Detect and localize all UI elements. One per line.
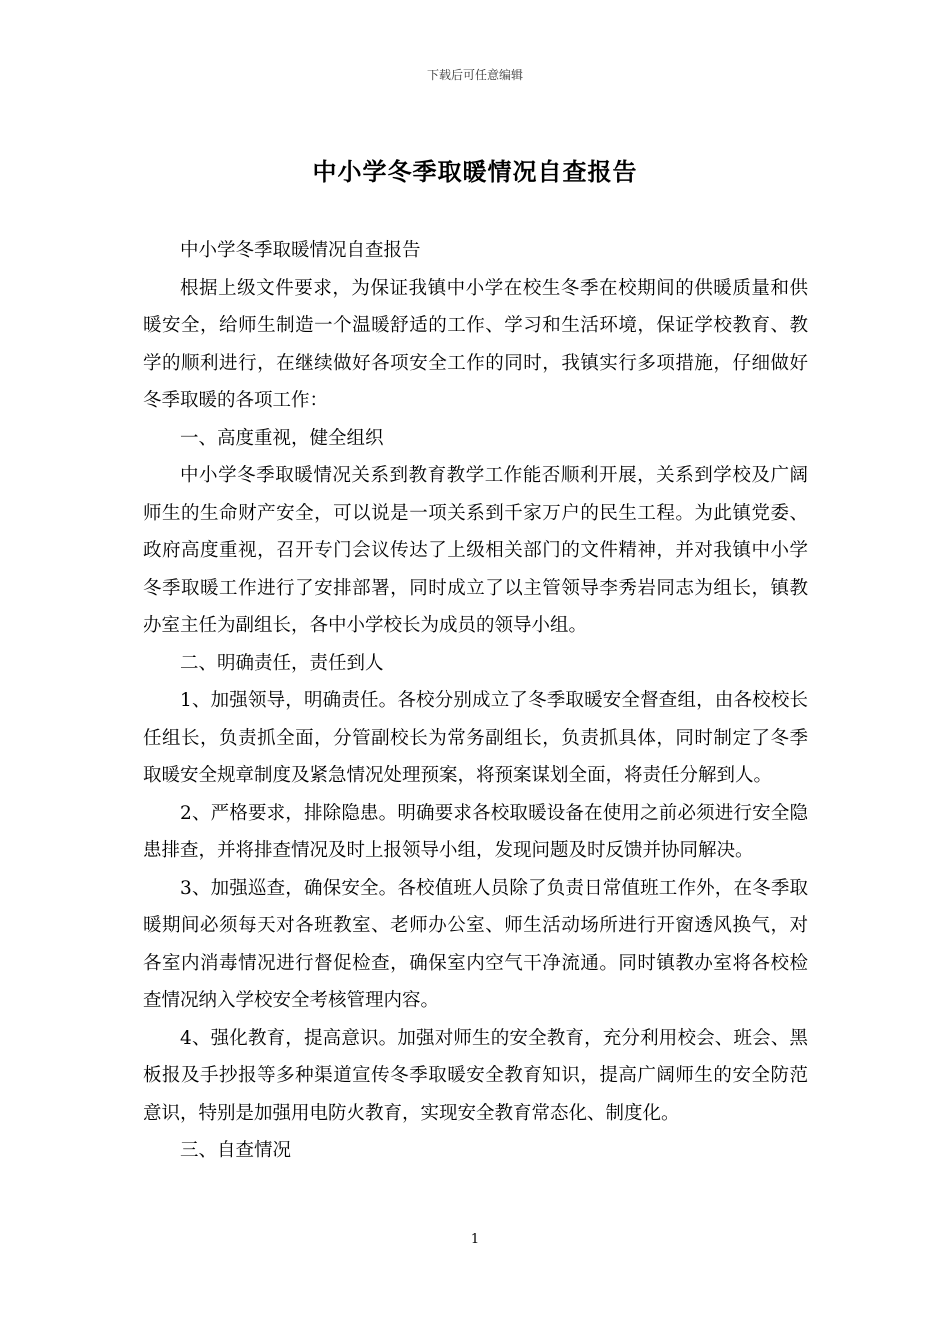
header-note: 下载后可任意编辑 bbox=[426, 68, 523, 82]
section-heading-1: 一、高度重视，健全组织 bbox=[180, 427, 384, 449]
paragraph-section-1: 中小学冬季取暖情况关系到教育教学工作能否顺利开展，关系到学校及广阔师生的生命财产安全，可以说是一项关系到千家万户的民生工程。为此镇党委、政府高度重视，召开专门会议传达了上级相关部门的文件精神，并对我镇中小学冬季取暖工作进行了安排部署，同时成立了以主管领导李秀岩同志为组长，镇教办室主任为副组长，各中小学校长为成员的领导小组。 bbox=[143, 465, 808, 636]
section-heading-3: 三、自查情况 bbox=[180, 1140, 292, 1161]
document-body bbox=[143, 232, 808, 1170]
section-heading-2: 二、明确责任，责任到人 bbox=[180, 652, 384, 674]
paragraph-item-2: 2、严格要求，排除隐患。明确要求各校取暖设备在使用之前必须进行安全隐患排查，并将排查情况及时上报领导小组，发现问题及时反馈并协同解决。 bbox=[143, 802, 808, 861]
document-title: 中小学冬季取暖情况自查报告 bbox=[312, 157, 638, 186]
page-number: 1 bbox=[470, 1232, 480, 1247]
paragraph-subtitle: 中小学冬季取暖情况自查报告 bbox=[180, 240, 421, 261]
paragraph-item-3: 3、加强巡查，确保安全。各校值班人员除了负责日常值班工作外，在冬季取暖期间必须每天对各班教室、老师办公室、师生活动场所进行开窗透风换气，对各室内消毒情况进行督促检查，确保室内空气干净流通。同时镇教办室将各校检查情况纳入学校安全考核管理内容。 bbox=[143, 877, 808, 1011]
paragraph-item-4: 4、强化教育，提高意识。加强对师生的安全教育，充分利用校会、班会、黑板报及手抄报等多种渠道宣传冬季取暖安全教育知识，提高广阔师生的安全防范意识，特别是加强用电防火教育，实现安全教育常态化、制度化。 bbox=[143, 1027, 808, 1124]
paragraph-item-1: 1、加强领导，明确责任。各校分别成立了冬季取暖安全督查组，由各校校长任组长，负责抓全面，分管副校长为常务副组长，负责抓具体，同时制定了冬季取暖安全规章制度及紧急情况处理预案，将预案谋划全面，将责任分解到人。 bbox=[143, 690, 808, 786]
paragraph-intro: 根据上级文件要求，为保证我镇中小学在校生冬季在校期间的供暖质量和供暖安全，给师生制造一个温暖舒适的工作、学习和生活环境，保证学校教育、教学的顺利进行，在继续做好各项安全工作的同时，我镇实行多项措施，仔细做好冬季取暖的各项工作： bbox=[143, 277, 808, 411]
